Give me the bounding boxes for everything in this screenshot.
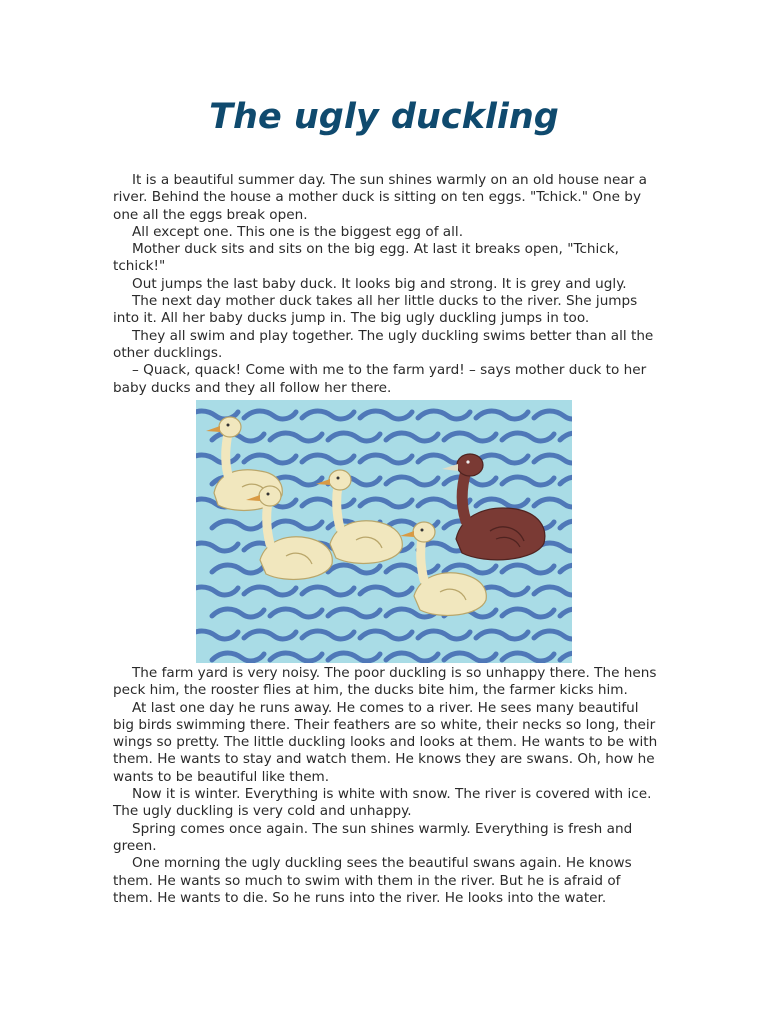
paragraph: They all swim and play together. The ugly duckling swims better than all the other ducklings.: [113, 327, 654, 361]
paragraph: Out jumps the last baby duck. It looks big and strong. It is grey and ugly.: [132, 275, 627, 292]
story-text-part-2: [113, 665, 658, 907]
paragraph: Now it is winter. Everything is white with snow. The river is covered with ice. The ugly duckling is very cold and unhappy.: [113, 786, 652, 820]
paragraph: The farm yard is very noisy. The poor duckling is so unhappy there. The hens peck him, the rooster flies at him, the ducks bite him, the farmer kicks him.: [113, 665, 657, 699]
paragraph: All except one. This one is the biggest egg of all.: [132, 223, 464, 240]
page-title: The ugly duckling: [209, 97, 559, 137]
ducklings-illustration: [196, 400, 572, 663]
paragraph: One morning the ugly duckling sees the beautiful swans again. He knows them. He wants so much to swim with them in the river. But he is afraid of them. He wants to die. So he runs into the river. He looks into the water.: [113, 855, 632, 906]
ducklings-picture: [196, 400, 572, 663]
paragraph: At last one day he runs away. He comes to a river. He sees many beautiful big birds swimming there. Their feathers are so white, their necks so long, their wings so pretty. The little duckling looks and looks at them. He wants to be with them. He wants to stay and watch them. He knows they are swans. Oh, how he wants to be beautiful like them.: [113, 699, 658, 785]
paragraph: Mother duck sits and sits on the big egg. At last it breaks open, "Tchick, tchick!": [113, 241, 619, 275]
story-text-part-1: [113, 172, 658, 397]
paragraph: – Quack, quack! Come with me to the farm yard! – says mother duck to her baby ducks and they all follow her there.: [113, 362, 647, 396]
paragraph: The next day mother duck takes all her little ducks to the river. She jumps into it. All her baby ducks jump in. The big ugly duckling jumps in too.: [113, 293, 638, 327]
paragraph: It is a beautiful summer day. The sun shines warmly on an old house near a river. Behind the house a mother duck is sitting on ten eggs. "Tchick." One by one all the eggs break open.: [113, 172, 647, 223]
paragraph: Spring comes once again. The sun shines warmly. Everything is fresh and green.: [113, 820, 633, 854]
